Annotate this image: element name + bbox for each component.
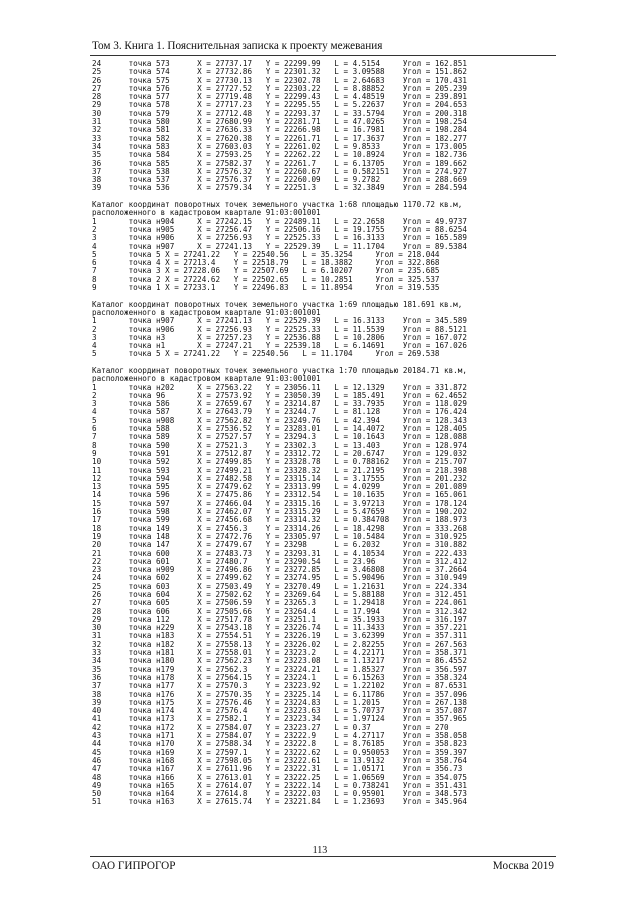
coordinate-row: 30 точка н229 X = 27543.18 Y = 23226.74 L = 11.3433 Угол = 357.221 [92, 623, 467, 633]
coordinate-row: 12 точка 594 X = 27482.58 Y = 23315.14 L = 3.17555 Угол = 201.232 [92, 473, 467, 483]
coordinate-row: 25 точка 574 X = 27732.86 Y = 22301.32 L = 3.09588 Угол = 151.862 [92, 67, 467, 77]
coordinate-row: 8 точка 2 X = 27224.62 Y = 22502.65 L = 10.2851 Угол = 325.537 [92, 274, 440, 284]
coordinate-row: 34 точка н180 X = 27562.23 Y = 23223.08 L = 1.13217 Угол = 86.4552 [92, 656, 467, 666]
coordinate-row: 14 точка 596 X = 27475.86 Y = 23312.54 L = 10.1635 Угол = 165.061 [92, 490, 467, 500]
coordinate-row: 30 точка 579 X = 27712.48 Y = 22293.37 L = 33.5794 Угол = 200.318 [92, 108, 467, 118]
coordinate-row: 25 точка 603 X = 27503.49 Y = 23270.49 L = 1.21631 Угол = 224.334 [92, 581, 467, 591]
coordinate-row: 27 точка 576 X = 27727.52 Y = 22303.22 L = 8.88852 Угол = 205.239 [92, 83, 467, 93]
coordinate-row: 4 точка н1 X = 27247.21 Y = 22539.18 L = 6.14691 Угол = 167.026 [92, 341, 467, 351]
coordinate-row: 3 точка н3 X = 27257.23 Y = 22536.88 L = 10.2806 Угол = 167.072 [92, 332, 467, 342]
coordinate-row: 35 точка 584 X = 27593.25 Y = 22262.22 L = 10.8924 Угол = 182.736 [92, 150, 467, 160]
coordinate-row: 33 точка н181 X = 27558.01 Y = 23223.2 L = 4.22171 Угол = 358.371 [92, 648, 467, 658]
coordinate-row: 1 точка н202 X = 27563.22 Y = 23056.11 L = 12.1329 Угол = 331.872 [92, 382, 467, 392]
coordinate-row: 50 точка н164 X = 27614.8 Y = 23222.03 L = 0.95901 Угол = 348.573 [92, 789, 467, 799]
catalog-heading-line: расположенного в кадастровом квартале 91:03:001001 [92, 374, 321, 384]
coordinate-row: 28 точка 577 X = 27719.48 Y = 22299.43 L = 4.48519 Угол = 239.891 [92, 92, 467, 102]
coordinate-row: 24 точка 573 X = 27737.17 Y = 22299.99 L = 4.5154 Угол = 162.851 [92, 59, 467, 68]
coordinate-row: 27 точка 605 X = 27506.59 Y = 23265.3 L = 1.29418 Угол = 224.061 [92, 598, 467, 608]
coordinate-row: 38 точка н176 X = 27570.35 Y = 23225.14 L = 6.11786 Угол = 357.096 [92, 689, 467, 699]
coordinate-row: 20 точка 147 X = 27479.67 Y = 23298 L = 6.2032 Угол = 310.882 [92, 540, 467, 550]
coordinate-row: 18 точка 149 X = 27456.3 Y = 23314.26 L = 18.4298 Угол = 333.268 [92, 523, 467, 533]
coordinate-row: 46 точка н168 X = 27598.05 Y = 23222.61 L = 13.9132 Угол = 358.764 [92, 755, 467, 765]
coordinate-row: 5 точка 5 X = 27241.22 Y = 22540.56 L = 35.3254 Угол = 218.044 [92, 249, 440, 259]
footer-organization: ОАО ГИПРОГОР [92, 860, 176, 872]
catalog-heading-line: Каталог координат поворотных точек земельного участка 1:69 площадью 181.691 кв.м, [92, 299, 463, 309]
coordinate-row: 5 точка 5 X = 27241.22 Y = 22540.56 L = 11.1704 Угол = 269.538 [92, 349, 440, 359]
coordinate-row: 43 точка н171 X = 27584.07 Y = 23222.9 L = 4.27117 Угол = 358.058 [92, 731, 467, 741]
coordinate-row: 4 точка 587 X = 27643.79 Y = 23244.7 L = 81.128 Угол = 176.424 [92, 407, 467, 417]
coordinate-row: 40 точка н174 X = 27576.4 Y = 23223.63 L = 5.70737 Угол = 357.087 [92, 706, 467, 716]
coordinate-row: 4 точка н907 X = 27241.13 Y = 22529.39 L = 11.1704 Угол = 89.5384 [92, 241, 467, 251]
coordinate-row: 26 точка 604 X = 27502.62 Y = 23269.64 L = 5.88188 Угол = 312.451 [92, 590, 467, 599]
coordinate-row: 8 точка 590 X = 27521.3 Y = 23302.3 L = 13.403 Угол = 128.974 [92, 440, 467, 450]
coordinate-row: 47 точка н167 X = 27611.96 Y = 23222.31 L = 1.05171 Угол = 356.73 [92, 764, 463, 774]
coordinate-row: 32 точка н182 X = 27558.13 Y = 23226.02 L = 2.82255 Угол = 267.563 [92, 639, 467, 649]
coordinate-row: 13 точка 595 X = 27479.62 Y = 23313.99 L = 4.0299 Угол = 201.089 [92, 482, 467, 492]
coordinate-row: 39 точка 536 X = 27579.34 Y = 22251.3 L = 32.3849 Угол = 284.594 [92, 183, 467, 193]
coordinate-row: 6 точка 588 X = 27536.52 Y = 23283.01 L = 14.4072 Угол = 128.405 [92, 424, 467, 434]
coordinate-row: 48 точка н166 X = 27613.01 Y = 23222.25 L = 1.06569 Угол = 354.075 [92, 772, 467, 782]
coordinate-row: 36 точка н178 X = 27564.15 Y = 23224.1 L = 6.15263 Угол = 358.324 [92, 672, 467, 682]
coordinate-row: 32 точка 581 X = 27636.33 Y = 22266.98 L = 16.7981 Угол = 198.284 [92, 125, 467, 135]
coordinate-row: 5 точка н908 X = 27562.82 Y = 23249.76 L = 42.394 Угол = 128.343 [92, 415, 467, 425]
coordinate-row: 44 точка н170 X = 27588.34 Y = 23222.8 L = 8.76185 Угол = 358.823 [92, 739, 467, 749]
coordinate-row: 1 точка н907 X = 27241.13 Y = 22529.39 L = 16.3133 Угол = 345.589 [92, 316, 467, 326]
coordinate-row: 1 точка н904 X = 27242.15 Y = 22489.11 L = 22.2658 Угол = 49.9737 [92, 216, 467, 226]
coordinate-row: 3 точка 586 X = 27659.67 Y = 23214.87 L = 33.7935 Угол = 118.029 [92, 399, 467, 409]
coordinate-row: 51 точка н163 X = 27615.74 Y = 23221.84 L = 1.23693 Угол = 345.964 [92, 797, 467, 807]
footer-rule [90, 856, 556, 857]
coordinate-row: 3 точка н906 X = 27256.93 Y = 22525.33 L = 16.3133 Угол = 165.589 [92, 233, 467, 243]
coordinate-row: 2 точка н906 X = 27256.93 Y = 22525.33 L = 11.5539 Угол = 88.5121 [92, 324, 467, 334]
coordinate-row: 22 точка 601 X = 27480.7 Y = 23290.54 L = 23.96 Угол = 312.412 [92, 556, 467, 566]
page-number: 113 [312, 845, 328, 856]
coordinate-row: 45 точка н169 X = 27597.1 Y = 23222.62 L = 0.950053 Угол = 359.397 [92, 747, 467, 757]
coordinate-row: 29 точка 578 X = 27717.23 Y = 22295.55 L = 5.22637 Угол = 204.653 [92, 100, 467, 110]
coordinate-row: 28 точка 606 X = 27505.66 Y = 23264.4 L = 17.994 Угол = 312.342 [92, 606, 467, 616]
coordinate-row: 9 точка 1 X = 27233.1 Y = 22496.83 L = 11.8954 Угол = 319.535 [92, 283, 440, 293]
coordinate-row: 16 точка 598 X = 27462.07 Y = 23315.29 L = 5.47659 Угол = 190.202 [92, 507, 467, 517]
coordinate-row: 24 точка 602 X = 27499.62 Y = 23274.95 L = 5.90496 Угол = 310.949 [92, 573, 467, 583]
coordinate-row: 9 точка 591 X = 27512.87 Y = 23312.72 L = 20.6747 Угол = 129.032 [92, 448, 467, 458]
coordinate-row: 2 точка н905 X = 27256.47 Y = 22506.16 L = 19.1755 Угол = 88.6254 [92, 224, 467, 234]
header-rule [90, 55, 556, 56]
catalog-heading-line: Каталог координат поворотных точек земельного участка 1:70 площадью 20184.71 кв.м, [92, 365, 467, 375]
coordinate-row: 33 точка 582 X = 27620.38 Y = 22261.71 L = 17.3637 Угол = 182.277 [92, 133, 467, 143]
footer-place-year: Москва 2019 [492, 860, 554, 872]
coordinate-row: 23 точка н909 X = 27496.86 Y = 23272.85 L = 3.46808 Угол = 37.2664 [92, 565, 467, 575]
coordinate-row: 37 точка 538 X = 27576.32 Y = 22260.67 L = 0.582151 Угол = 274.927 [92, 166, 467, 176]
page-header: Том 3. Книга 1. Пояснительная записка к проекту межевания [92, 40, 383, 52]
coordinate-row: 49 точка н165 X = 27614.07 Y = 23222.14 L = 0.738241 Угол = 351.431 [92, 780, 467, 790]
catalog-heading-line: Каталог координат поворотных точек земельного участка 1:68 площадью 1170.72 кв.м, [92, 200, 463, 210]
coordinate-row: 6 точка 4 X = 27213.4 Y = 22518.79 L = 18.3882 Угол = 322.868 [92, 258, 440, 268]
coordinate-row: 41 точка н173 X = 27582.1 Y = 23223.34 L = 1.97124 Угол = 357.965 [92, 714, 467, 724]
coordinate-row: 15 точка 597 X = 27466.04 Y = 23315.16 L = 3.97213 Угол = 178.124 [92, 498, 467, 508]
coordinate-row: 17 точка 599 X = 27456.68 Y = 23314.32 L = 0.384708 Угол = 188.973 [92, 515, 467, 525]
coordinate-row: 31 точка 580 X = 27680.99 Y = 22281.71 L = 47.0265 Угол = 198.254 [92, 117, 467, 127]
coordinate-row: 2 точка 96 X = 27573.92 Y = 23050.39 L = 185.491 Угол = 62.4652 [92, 390, 467, 400]
coordinate-row: 19 точка 148 X = 27472.76 Y = 23305.97 L = 10.5484 Угол = 310.925 [92, 531, 467, 541]
coordinate-row: 7 точка 3 X = 27228.06 Y = 22507.69 L = 6.10207 Угол = 235.685 [92, 266, 440, 276]
coordinate-row: 21 точка 600 X = 27483.73 Y = 23293.31 L = 4.10534 Угол = 222.433 [92, 548, 467, 558]
coordinate-catalog [92, 60, 467, 807]
catalog-heading-line: расположенного в кадастровом квартале 91:03:001001 [92, 208, 321, 218]
coordinate-row: 35 точка н179 X = 27562.3 Y = 23224.21 L = 1.85327 Угол = 356.597 [92, 664, 467, 674]
coordinate-row: 10 точка 592 X = 27499.85 Y = 23328.78 L = 0.788162 Угол = 215.707 [92, 457, 467, 467]
coordinate-row: 34 точка 583 X = 27603.03 Y = 22261.02 L = 9.8533 Угол = 173.005 [92, 141, 467, 151]
coordinate-row: 26 точка 575 X = 27730.13 Y = 22302.78 L = 2.64683 Угол = 170.431 [92, 75, 467, 85]
coordinate-row: 38 точка 537 X = 27576.37 Y = 22260.09 L = 9.2782 Угол = 288.669 [92, 175, 467, 185]
coordinate-row: 29 точка 112 X = 27517.78 Y = 23251.1 L = 35.1933 Угол = 316.197 [92, 614, 467, 624]
coordinate-row: 39 точка н175 X = 27576.46 Y = 23224.83 L = 1.2015 Угол = 267.138 [92, 697, 467, 707]
coordinate-row: 11 точка 593 X = 27499.21 Y = 23328.32 L = 21.2195 Угол = 218.398 [92, 465, 467, 475]
catalog-heading-line: расположенного в кадастровом квартале 91:03:001001 [92, 307, 321, 317]
coordinate-row: 42 точка н172 X = 27584.07 Y = 23223.27 L = 0.37 Угол = 270 [92, 722, 449, 732]
coordinate-row: 31 точка н183 X = 27554.51 Y = 23226.19 L = 3.62399 Угол = 357.311 [92, 631, 467, 641]
coordinate-row: 7 точка 589 X = 27527.57 Y = 23294.3 L = 10.1643 Угол = 128.088 [92, 432, 467, 442]
coordinate-row: 36 точка 585 X = 27582.37 Y = 22261.7 L = 6.13705 Угол = 189.662 [92, 158, 467, 168]
coordinate-row: 37 точка н177 X = 27570.3 Y = 23223.92 L = 1.22102 Угол = 87.6531 [92, 681, 467, 691]
